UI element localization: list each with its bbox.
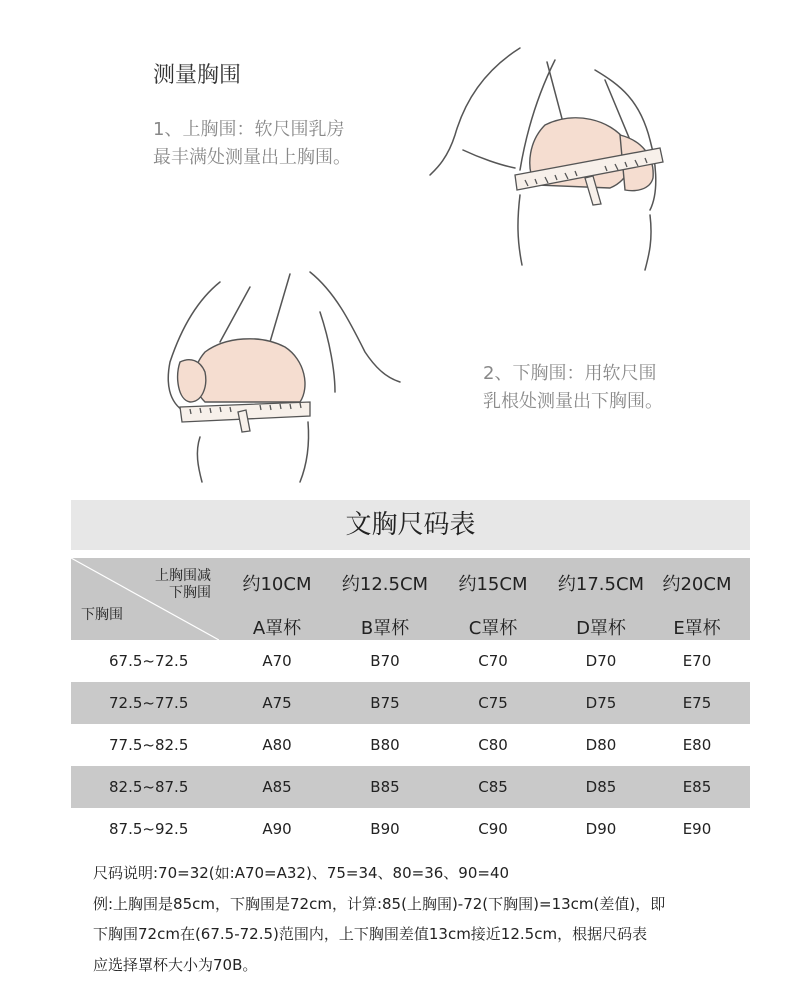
table-row (71, 640, 750, 682)
header-lower-label: 下胸围 (81, 607, 123, 623)
size-cell: B70 (370, 652, 400, 670)
size-cell: B85 (370, 778, 400, 796)
cup-header: A罩杯 (252, 618, 302, 639)
upper-bust-illustration (425, 40, 715, 280)
size-cell: C70 (478, 652, 508, 670)
under-bust-cell: 82.5~87.5 (109, 778, 189, 796)
under-bust-cell: 77.5~82.5 (109, 736, 189, 754)
size-cell: B80 (370, 736, 400, 754)
size-cell: C75 (478, 694, 508, 712)
size-cell: A80 (262, 736, 292, 754)
size-cell: D85 (585, 778, 617, 796)
size-note-line3: 下胸围72cm在(67.5-72.5)范围内，上下胸围差值13cm接近12.5cm，根据尺码表 (93, 925, 648, 943)
under-bust-figure-icon (160, 262, 420, 484)
size-cell: E75 (682, 694, 712, 712)
diff-header: 约20CM (662, 574, 732, 595)
header-upper-line2: 下胸围 (169, 585, 211, 601)
under-bust-cell: 72.5~77.5 (109, 694, 189, 712)
cup-header: D罩杯 (576, 618, 626, 639)
cup-header: E罩杯 (673, 618, 721, 639)
size-cell: D90 (585, 820, 617, 838)
table-row (71, 724, 750, 766)
cup-header: C罩杯 (468, 618, 518, 639)
size-cell: E85 (682, 778, 712, 796)
size-cell: A90 (262, 820, 292, 838)
size-cell: D70 (585, 652, 617, 670)
step2-line1: 2、下胸围：用软尺围 (483, 363, 657, 384)
size-cell: D75 (585, 694, 617, 712)
table-row (71, 682, 750, 724)
diff-header: 约10CM (242, 574, 312, 595)
size-table-header (71, 558, 750, 640)
header-upper-label (139, 568, 211, 602)
step1-line1: 1、上胸围：软尺围乳房 (153, 119, 345, 140)
size-cell: A75 (262, 694, 292, 712)
size-cell: A70 (262, 652, 292, 670)
under-bust-illustration (160, 262, 420, 484)
size-cell: C90 (478, 820, 508, 838)
size-cell: E90 (682, 820, 712, 838)
table-row (71, 766, 750, 808)
size-cell: B75 (370, 694, 400, 712)
size-cell: C80 (478, 736, 508, 754)
size-cell: E70 (682, 652, 712, 670)
size-cell: D80 (585, 736, 617, 754)
table-row (71, 808, 750, 850)
header-upper-line1: 上胸围减 (155, 568, 211, 584)
cup-header: B罩杯 (360, 618, 410, 639)
under-bust-cell: 67.5~72.5 (109, 652, 189, 670)
size-note-line4: 应选择罩杯大小为70B。 (93, 956, 258, 974)
step1-text (153, 116, 393, 172)
under-bust-cell: 87.5~92.5 (109, 820, 189, 838)
step1-line2: 最丰满处测量出上胸围。 (153, 147, 351, 168)
step2-line2: 乳根处测量出下胸围。 (483, 391, 663, 412)
step2-text (483, 360, 703, 416)
measure-title: 测量胸围 (153, 63, 242, 88)
diff-header: 约15CM (458, 574, 528, 595)
size-cell: C85 (478, 778, 508, 796)
diff-header: 约17.5CM (557, 574, 645, 595)
size-note-line2: 例:上胸围是85cm，下胸围是72cm，计算:85(上胸围)-72(下胸围)=13cm(差值)，即 (93, 895, 666, 913)
upper-bust-figure-icon (425, 40, 715, 280)
size-table-title: 文胸尺码表 (71, 500, 750, 550)
diff-header: 约12.5CM (341, 574, 429, 595)
size-cell: A85 (262, 778, 292, 796)
size-cell: B90 (370, 820, 400, 838)
size-note-line1: 尺码说明:70=32(如:A70=A32)、75=34、80=36、90=40 (93, 864, 510, 882)
size-cell: E80 (682, 736, 712, 754)
